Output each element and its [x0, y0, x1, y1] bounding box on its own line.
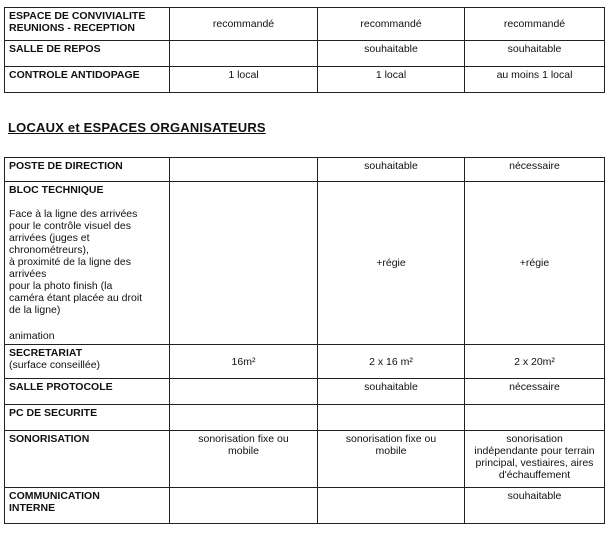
table-row [5, 488, 605, 524]
label-sub: (surface conseillée) [9, 359, 101, 371]
table-cell: au moins 1 local [465, 67, 605, 93]
row-label: POSTE DE DIRECTION [5, 158, 170, 182]
table-cell: nécessaire [465, 379, 605, 405]
cell-line: mobile [375, 445, 407, 457]
table-cell [465, 405, 605, 431]
desc-line: Face à la ligne des arrivées [9, 208, 138, 220]
desc-line: à proximité de la ligne des [9, 256, 131, 268]
table-cell [318, 431, 465, 488]
table-row [5, 405, 605, 431]
table-cell: 1 local [170, 67, 318, 93]
cell-line: mobile [228, 445, 259, 457]
table-cell: +régie [465, 182, 605, 345]
row-label: SALLE PROTOCOLE [5, 379, 170, 405]
table-row [5, 41, 605, 67]
organisers-table [4, 157, 605, 524]
table-cell [170, 158, 318, 182]
block-description [9, 208, 165, 316]
table-cell: +régie [318, 182, 465, 345]
row-label [5, 8, 170, 41]
table-cell: recommandé [170, 8, 318, 41]
row-label: SALLE DE REPOS [5, 41, 170, 67]
desc-line: arrivées (juges et [9, 232, 90, 244]
table-cell: souhaitable [318, 41, 465, 67]
desc-line: pour la photo finish (la [9, 280, 113, 292]
table-cell [318, 488, 465, 524]
table-cell: 2 x 16 m² [318, 345, 465, 379]
table-cell: souhaitable [465, 488, 605, 524]
table-row [5, 345, 605, 379]
row-label: PC DE SECURITE [5, 405, 170, 431]
label-line: REUNIONS - RECEPTION [9, 22, 136, 34]
table-row [5, 431, 605, 488]
table-cell: 1 local [318, 67, 465, 93]
row-label [5, 488, 170, 524]
table-cell [170, 488, 318, 524]
table-cell [170, 379, 318, 405]
animation-label: animation [9, 330, 55, 342]
label-main: SECRETARIAT [9, 347, 83, 359]
table-row [5, 379, 605, 405]
cell-line: indépendante pour terrain [474, 445, 595, 457]
desc-line: arrivées [9, 268, 47, 280]
label-line: COMMUNICATION [9, 490, 100, 502]
table-cell: 16m² [170, 345, 318, 379]
table-cell [465, 431, 605, 488]
table-row [5, 8, 605, 41]
table-cell [170, 182, 318, 345]
table-cell: souhaitable [465, 41, 605, 67]
table-cell [170, 41, 318, 67]
cell-line: sonorisation [506, 433, 563, 445]
table-cell: souhaitable [318, 158, 465, 182]
row-label: CONTROLE ANTIDOPAGE [5, 67, 170, 93]
desc-line: caméra étant placée au droit [9, 292, 143, 304]
table-cell: nécessaire [465, 158, 605, 182]
label-line: INTERNE [9, 502, 56, 514]
desc-line: de la ligne) [9, 304, 61, 316]
cell-line: sonorisation fixe ou [198, 433, 289, 445]
desc-line: chronométreurs), [9, 244, 89, 256]
table-cell: recommandé [465, 8, 605, 41]
label-line: ESPACE DE CONVIVIALITE [9, 10, 146, 22]
cell-line: principal, vestiaires, aires [475, 457, 594, 469]
row-label [5, 345, 170, 379]
table-row [5, 67, 605, 93]
row-label: SONORISATION [5, 431, 170, 488]
table-cell [170, 431, 318, 488]
section-title: LOCAUX et ESPACES ORGANISATEURS [8, 120, 266, 135]
table-row [5, 158, 605, 182]
desc-line: pour le contrôle visuel des [9, 220, 131, 232]
row-label [5, 182, 170, 345]
table-cell [170, 405, 318, 431]
cell-line: sonorisation fixe ou [345, 433, 437, 445]
cell-line: d'échauffement [498, 469, 571, 481]
table-cell [318, 405, 465, 431]
requirements-table-top [4, 7, 605, 93]
block-title: BLOC TECHNIQUE [9, 184, 104, 196]
table-cell: recommandé [318, 8, 465, 41]
table-cell: 2 x 20m² [465, 345, 605, 379]
table-row [5, 182, 605, 345]
table-cell: souhaitable [318, 379, 465, 405]
